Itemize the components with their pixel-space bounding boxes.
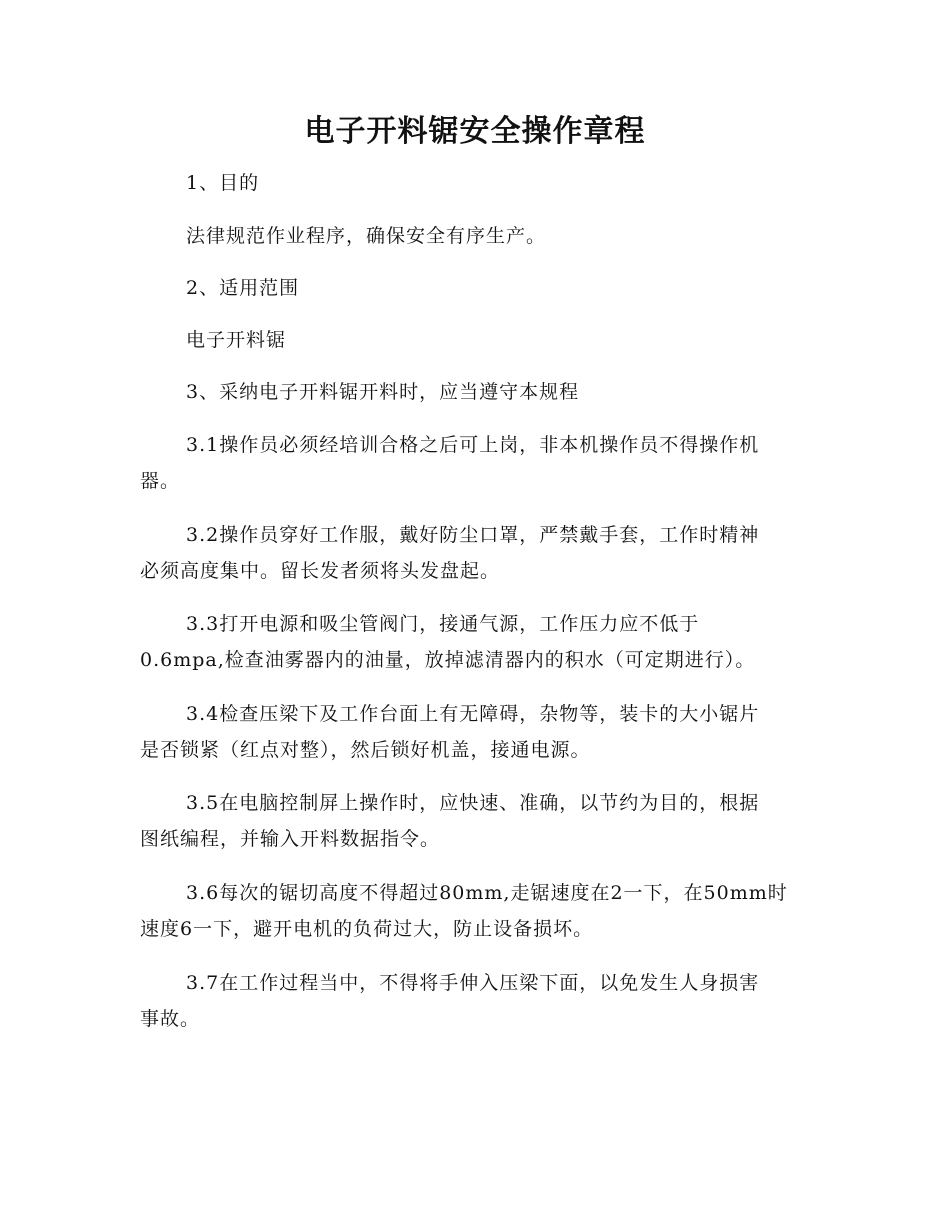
item-3-5 [140, 785, 812, 857]
section-3-heading [140, 374, 812, 410]
item-3-3 [140, 606, 812, 678]
item-3-6-line-2: 速度6一下，避开电机的负荷过大，防止设备损坏。 [140, 918, 594, 940]
item-3-2 [140, 517, 812, 589]
item-3-7-line-2: 事故。 [140, 1008, 201, 1030]
item-3-3-line-1: 3.3打开电源和吸尘管阀门，接通气源，工作压力应不低于 [186, 613, 700, 635]
item-3-4 [140, 696, 812, 768]
item-3-5-line-1: 3.5在电脑控制屏上操作时，应快速、准确，以节约为目的，根据 [186, 792, 760, 814]
item-3-6 [140, 875, 812, 947]
section-1-heading-text: 1、目的 [186, 172, 260, 194]
section-1-heading [140, 165, 812, 201]
section-1-body [140, 218, 812, 254]
item-3-7-line-1: 3.7在工作过程当中，不得将手伸入压梁下面，以免发生人身损害 [186, 972, 760, 994]
item-3-2-line-2: 必须高度集中。留长发者须将头发盘起。 [140, 560, 501, 582]
section-1-body-text: 法律规范作业程序，确保安全有序生产。 [186, 225, 547, 247]
item-3-1-line-2: 器。 [140, 470, 181, 492]
item-3-4-line-2: 是否锁紧（红点对整），然后锁好机盖，接通电源。 [140, 739, 591, 761]
section-3-heading-text: 3、采纳电子开料锯开料时，应当遵守本规程 [186, 381, 580, 403]
item-3-4-line-1: 3.4检查压梁下及工作台面上有无障碍，杂物等，装卡的大小锯片 [186, 703, 760, 725]
item-3-5-line-2: 图纸编程，并输入开料数据指令。 [140, 828, 441, 850]
document-title: 电子开料锯安全操作章程 [304, 114, 646, 149]
item-3-6-line-1: 3.6每次的锯切高度不得超过80mm,走锯速度在2一下，在50mm时 [186, 882, 788, 904]
section-2-body-text: 电子开料锯 [186, 329, 287, 351]
item-3-1-line-1: 3.1操作员必须经培训合格之后可上岗，非本机操作员不得操作机 [186, 434, 760, 456]
section-2-heading-text: 2、适用范围 [186, 277, 300, 299]
item-3-1 [140, 427, 812, 499]
item-3-3-line-2: 0.6mpa,检查油雾器内的油量，放掉滤清器内的积水（可定期进行）。 [140, 649, 756, 671]
item-3-7 [140, 965, 812, 1037]
section-2-heading [140, 270, 812, 306]
item-3-2-line-1: 3.2操作员穿好工作服，戴好防尘口罩，严禁戴手套，工作时精神 [186, 524, 760, 546]
section-2-body [140, 322, 812, 358]
